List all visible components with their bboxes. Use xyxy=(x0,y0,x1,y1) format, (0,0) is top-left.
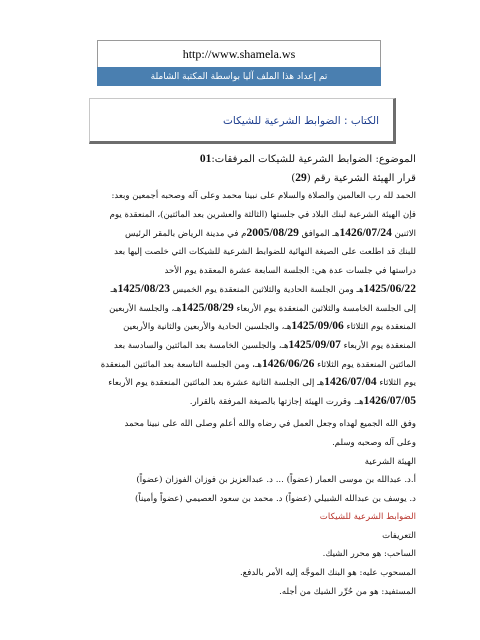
book-title: الكتاب : الضوابط الشرعية للشيكات xyxy=(223,115,379,127)
resolution-line: قرار الهيئة الشرعية رقم (29) xyxy=(291,171,416,184)
library-banner xyxy=(97,67,381,86)
site-url: http://www.shamela.ws xyxy=(182,46,296,61)
paragraph-line: للبنك قد اطلعت على الصيغة النهائية للضوابط الشرعية للشيكات التي خلصت إليها بعد xyxy=(114,246,416,257)
paragraph-line: إلى الجلسة الخامسة والثلاثين المنعقدة يوم الأربعاء 1425/08/29هـ، والجلسة الأربعين xyxy=(109,301,416,314)
paragraph-line: المنعقدة يوم الثلاثاء 1425/09/06هـ، والجلسين الحادية والأربعين والثانية والأربعين xyxy=(123,320,416,333)
url-box xyxy=(97,40,381,68)
subject-line: الموضوع: الضوابط الشرعية للشيكات المرفقات:01 xyxy=(199,153,416,165)
paragraph-line: 1426/07/05هـ. وقررت الهيئة إجازتها بالصيغة المرفقة بالقرار. xyxy=(189,394,416,407)
paragraph-line: المائتين المنعقدة يوم الثلاثاء 1426/06/26هـ، ومن الجلسة التاسعة بعد المائتين المنعقدة xyxy=(100,357,416,370)
paragraph-line: الاثنين 1426/07/24هـ الموافق 2005/08/29م في مدينة الرياض بالمقر الرئيس xyxy=(125,227,416,240)
subsection-heading: التعريفات xyxy=(382,530,416,541)
book-title-box xyxy=(89,98,396,144)
paragraph-line: 1425/06/22هـ ومن الجلسة الحادية والثلاثين المنعقدة يوم الخميس 1425/08/23هـ xyxy=(110,283,416,296)
paragraph-line: فإن الهيئة الشرعية لبنك البلاد في جلستها (الثالثة والعشرين بعد المائتين)، المنعقدة يوم xyxy=(109,209,416,220)
members-line: أ.د. عبدالله بن موسى العمار (عضواً) ... د. عبدالعزيز بن فوزان الفوزان (عضواً) xyxy=(136,475,416,486)
definition-line: المسحوب عليه: هو البنك الموجَّه إليه الأمر بالدفع. xyxy=(239,568,416,579)
section-heading: الضوابط الشرعية للشيكات xyxy=(319,512,416,523)
paragraph-line: الحمد لله رب العالمين والصلاة والسلام على نبينا محمد وعلى آله وصحبه أجمعين وبعد: xyxy=(111,191,416,202)
definition-line: الساحب: هو محرر الشيك. xyxy=(322,549,416,560)
paragraph-line: وعلى آله وصحبه وسلم. xyxy=(332,437,416,448)
document-body xyxy=(54,150,416,601)
committee-heading: الهيئة الشرعية xyxy=(364,456,416,467)
members-line: د. يوسف بن عبدالله الشبيلي (عضواً) د. محمد بن سعود العصيمي (عضواً وأميناً) xyxy=(135,493,416,504)
paragraph-line: المنعقدة يوم الأربعاء 1425/09/07هـ، والجلسين الخامسة بعد المائتين والسادسة بعد xyxy=(114,338,416,351)
definition-line: المستفيد: هو من حُرِّر الشيك من أجله. xyxy=(279,586,416,597)
paragraph-line: دراستها في جلسات عدة هي: الجلسة السابعة عشرة المعقدة يوم الأحد xyxy=(164,265,416,276)
banner-text: تم إعداد هذا الملف آليا بواسطة المكتبة الشاملة xyxy=(150,71,328,82)
paragraph-line: وفق الله الجميع لهداه وجعل العمل في رضاه والله أعلم وصلى الله على نبينا محمد xyxy=(124,419,416,430)
paragraph-line: يوم الثلاثاء 1426/07/04هـ إلى الجلسة الثانية عشرة بعد المائتين المنعقدة يوم الأربعاء xyxy=(108,376,416,389)
